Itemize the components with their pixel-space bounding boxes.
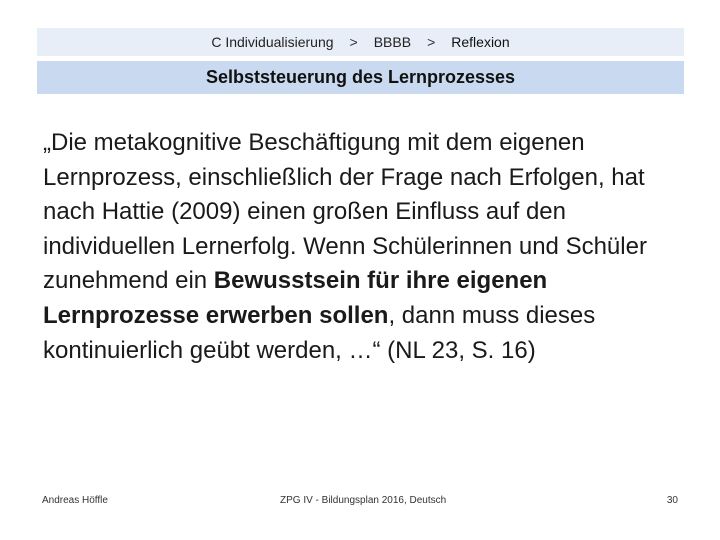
page-number: 30 bbox=[666, 495, 678, 506]
quote-bold-part: Bewusstsein für ihre eigenen Lernprozesse erwerben sollen bbox=[43, 267, 548, 329]
quote-part-1: „Die metakognitive Beschäftigung mit dem eigenen Lernprozess, einschließlich der Frage nach Erfolgen, hat nach Hattie (2009) einen großen Einfluss auf den individuellen Lernerfolg. Wenn Schülerinnen und Schüler zunehmend ein bbox=[43, 129, 647, 295]
breadcrumb-separator: > bbox=[427, 34, 436, 50]
slide-title bbox=[37, 61, 684, 94]
breadcrumb bbox=[37, 28, 684, 56]
footer-center-text: ZPG IV - Bildungsplan 2016, Deutsch bbox=[280, 495, 447, 506]
breadcrumb-separator: > bbox=[349, 34, 358, 50]
breadcrumb-item-bbbb[interactable]: BBBB bbox=[373, 34, 412, 50]
quote-part-2: , dann muss dieses kontinuierlich geübt werden, …“ (NL 23, S. 16) bbox=[43, 301, 596, 364]
slide-title-text: Selbststeuerung des Lernprozesses bbox=[205, 67, 516, 87]
quote-text bbox=[43, 126, 693, 368]
footer-author: Andreas Höffle bbox=[42, 495, 108, 506]
breadcrumb-item-reflexion[interactable]: Reflexion bbox=[451, 34, 510, 50]
breadcrumb-item-individualisierung[interactable]: C Individualisierung bbox=[211, 34, 334, 50]
